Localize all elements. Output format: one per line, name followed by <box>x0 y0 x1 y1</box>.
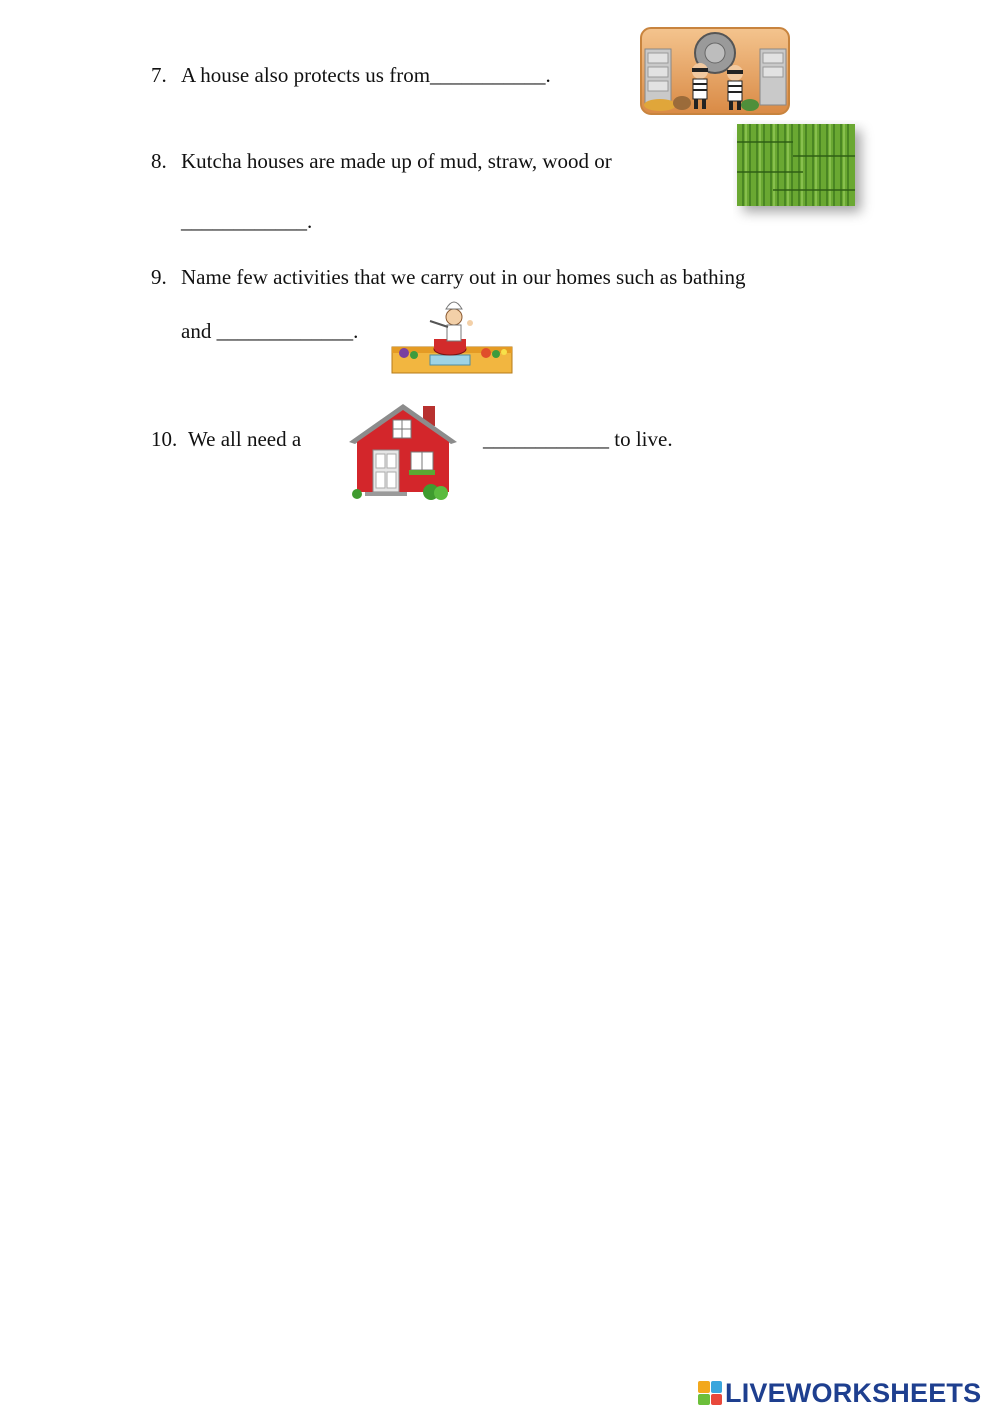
liveworksheets-brand-text: LIVEWORKSHEETS <box>725 1377 982 1408</box>
question-10-number: 10. <box>151 427 178 451</box>
question-8-text-line2: ____________. <box>181 209 313 233</box>
liveworksheets-logo-icon <box>698 1381 722 1405</box>
question-9-text-line2: and _____________. <box>181 319 359 343</box>
chef-cooking-image <box>390 297 514 377</box>
question-8-text-line1: Kutcha houses are made up of mud, straw, wood or <box>181 149 612 173</box>
question-7-text: A house also protects us from___________. <box>181 63 551 87</box>
liveworksheets-logo <box>698 1378 981 1408</box>
question-9-text-line1: Name few activities that we carry out in our homes such as bathing <box>181 265 746 289</box>
question-9-number: 9. <box>151 265 167 289</box>
question-10-text-after: ____________ to live. <box>483 427 673 451</box>
question-8-number: 8. <box>151 149 167 173</box>
thieves-vault-image <box>640 27 790 115</box>
question-7-number: 7. <box>151 63 167 87</box>
question-10-text-before: We all need a <box>188 427 302 451</box>
red-house-image <box>347 400 459 500</box>
bamboo-image <box>733 120 883 230</box>
